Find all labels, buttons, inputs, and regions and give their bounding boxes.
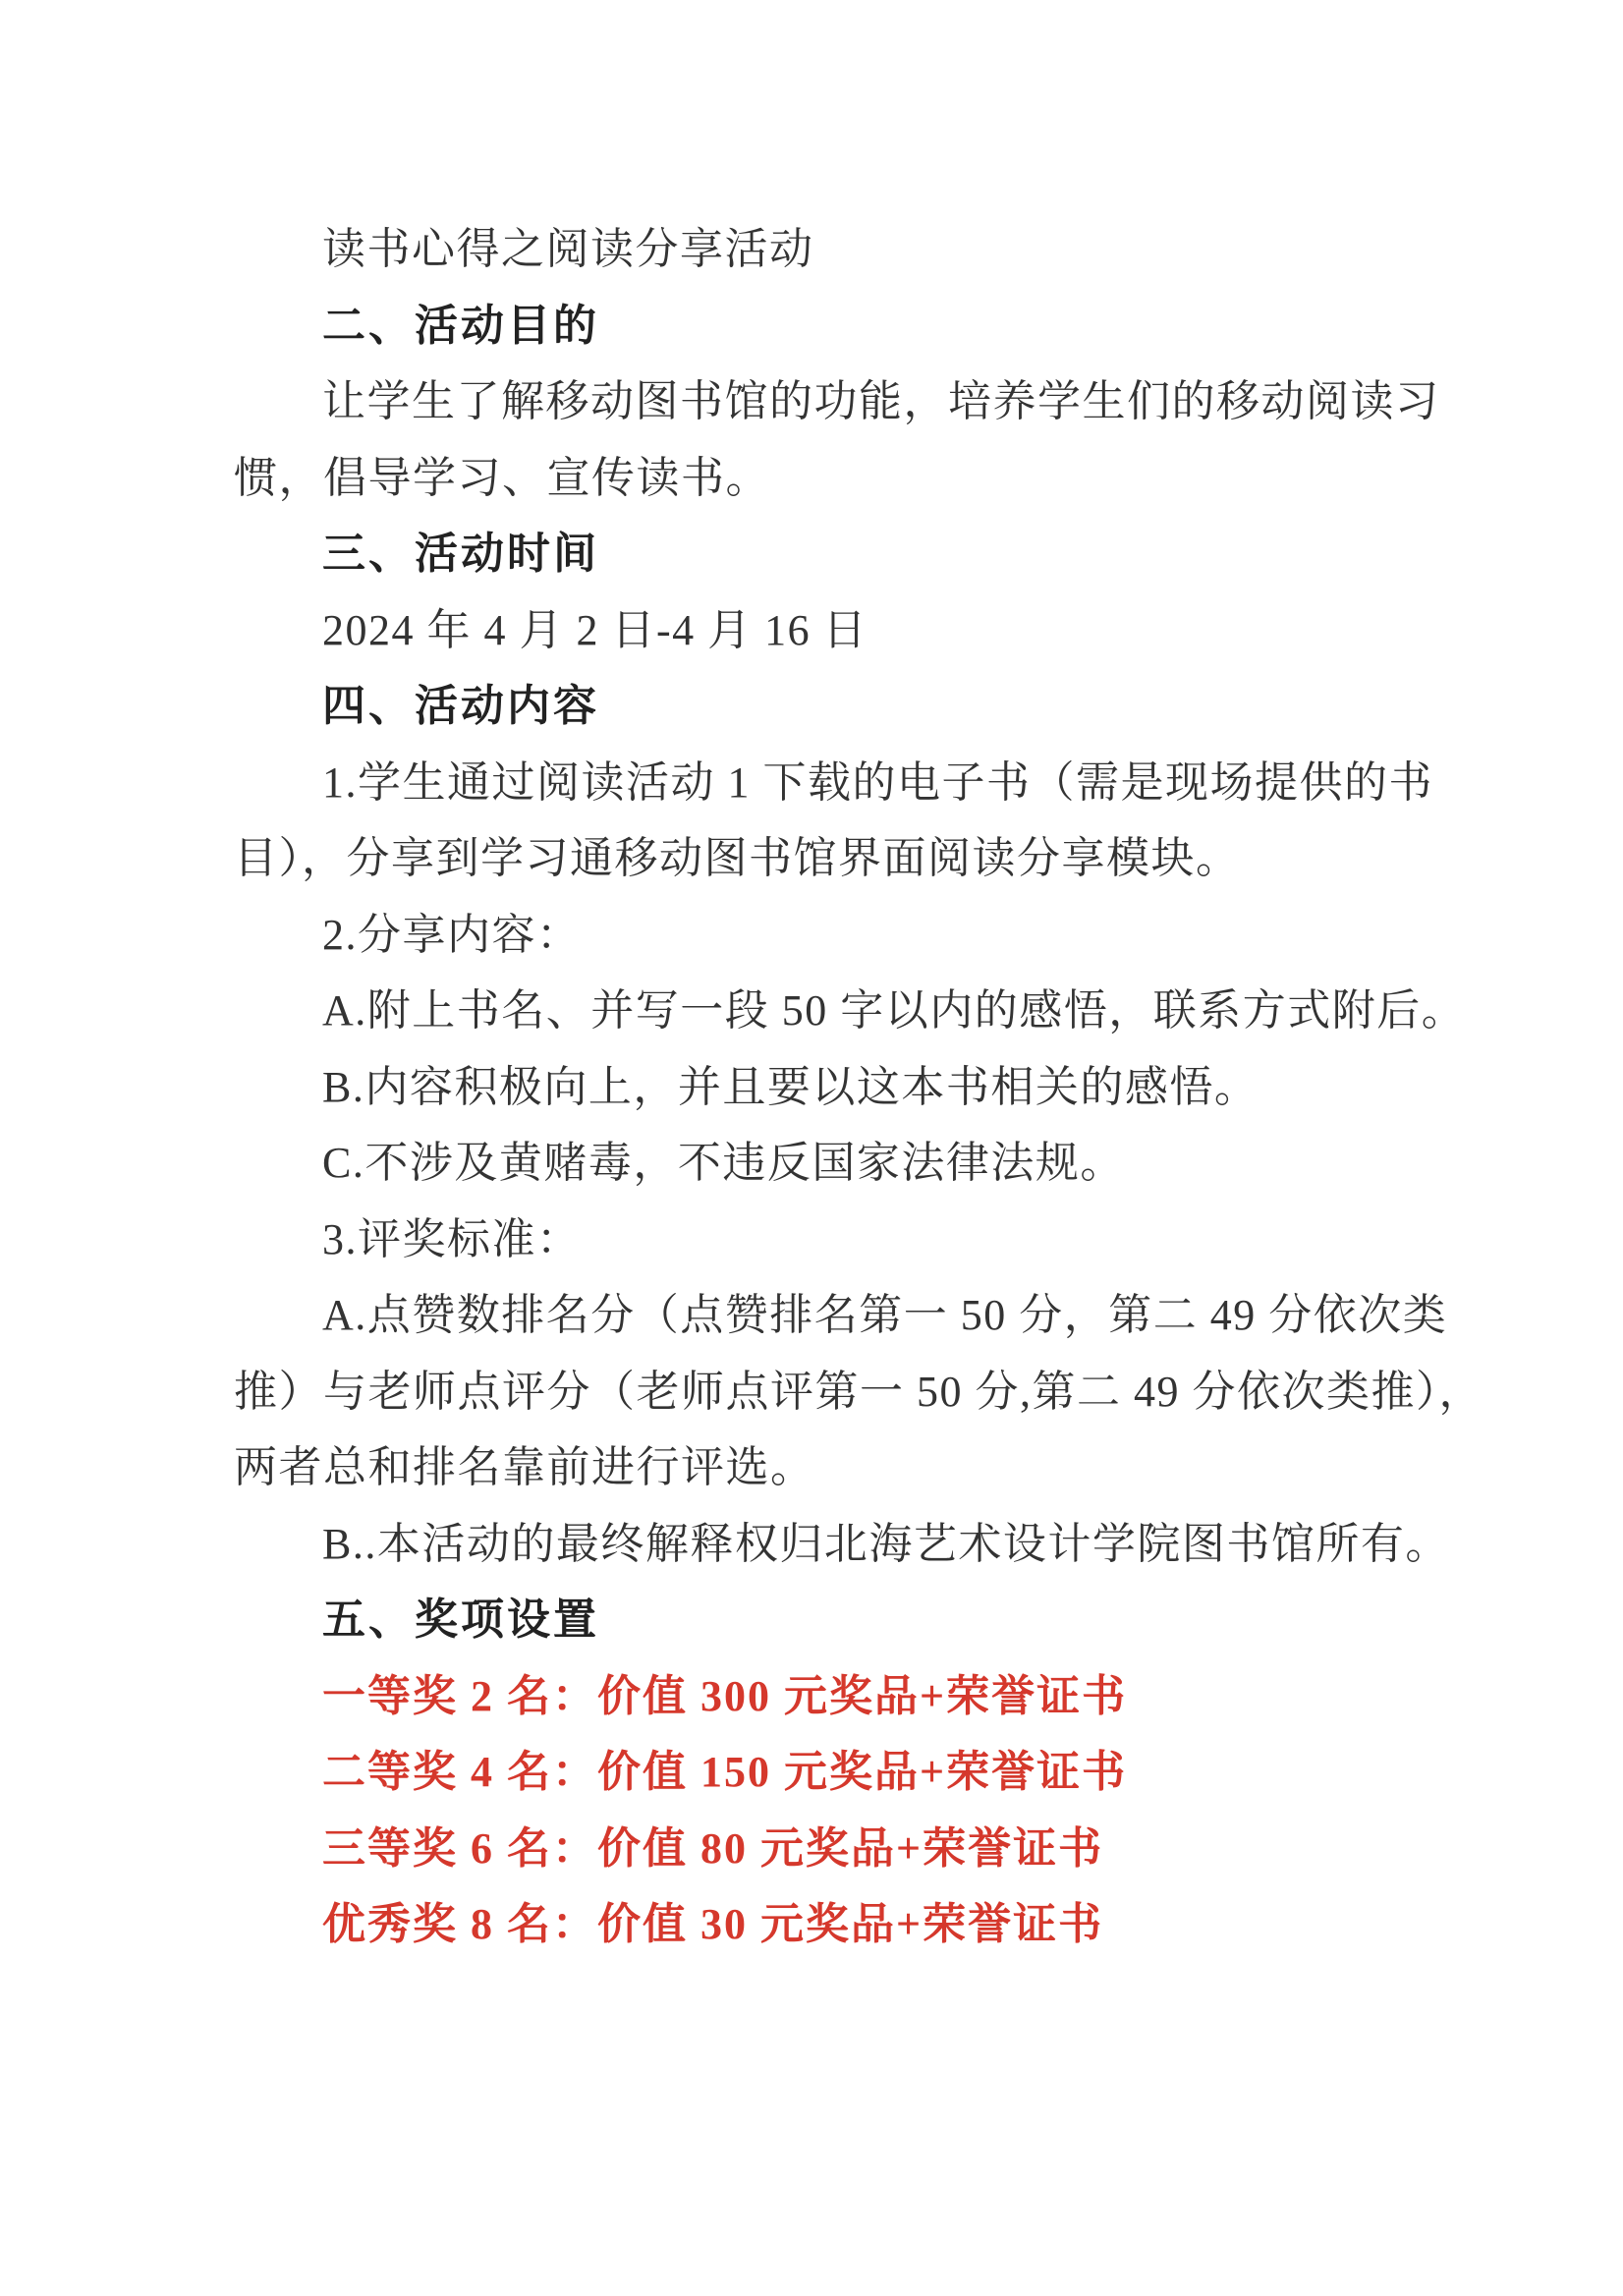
doc-line-activity-date: 2024 年 4 月 2 日-4 月 16 日 xyxy=(322,605,868,654)
doc-line-prize-second: 二等奖 4 名：价值 150 元奖品+荣誉证书 xyxy=(322,1748,1128,1796)
doc-line-prize-third: 三等奖 6 名：价值 80 元奖品+荣誉证书 xyxy=(322,1823,1104,1873)
heading-activity-purpose: 二、活动目的 xyxy=(322,301,599,350)
doc-line-prize-first: 一等奖 2 名：价值 300 元奖品+荣誉证书 xyxy=(322,1671,1128,1720)
heading-prize-setup: 五、奖项设置 xyxy=(322,1596,599,1644)
doc-line-title-tail: 读书心得之阅读分享活动 xyxy=(322,225,814,273)
doc-line-criteria-a3: 两者总和排名靠前进行评选。 xyxy=(234,1443,815,1491)
doc-line-prize-excellence: 优秀奖 8 名：价值 30 元奖品+荣誉证书 xyxy=(322,1900,1104,1948)
heading-activity-time: 三、活动时间 xyxy=(322,530,599,578)
doc-line-rule-a: A.附上书名、并写一段 50 字以内的感悟，联系方式附后。 xyxy=(322,986,1467,1035)
doc-line-criteria-a2: 推）与老师点评分（老师点评第一 50 分,第二 49 分依次类推）， xyxy=(234,1367,1483,1416)
doc-line-rule-b: B.内容积极向上，并且要以这本书相关的感悟。 xyxy=(322,1062,1259,1111)
doc-line-content-1b: 目），分享到学习通移动图书馆界面阅读分享模块。 xyxy=(234,834,1241,882)
doc-line-rule-c: C.不涉及黄赌毒，不违反国家法律法规。 xyxy=(322,1139,1125,1187)
doc-line-criteria-b: B..本活动的最终解释权归北海艺术设计学院图书馆所有。 xyxy=(322,1519,1450,1568)
doc-line-criteria-a1: A.点赞数排名分（点赞排名第一 50 分，第二 49 分依次类 xyxy=(322,1291,1448,1339)
doc-line-share-content: 2.分享内容： xyxy=(322,910,582,959)
doc-line-purpose-1: 让学生了解移动图书馆的功能，培养学生们的移动阅读习 xyxy=(322,377,1440,425)
doc-line-content-1a: 1.学生通过阅读活动 1 下载的电子书（需是现场提供的书 xyxy=(322,757,1433,807)
doc-line-purpose-2: 惯，倡导学习、宣传读书。 xyxy=(234,453,770,502)
doc-line-award-criteria: 3.评奖标准： xyxy=(322,1214,582,1263)
heading-activity-content: 四、活动内容 xyxy=(322,682,599,730)
